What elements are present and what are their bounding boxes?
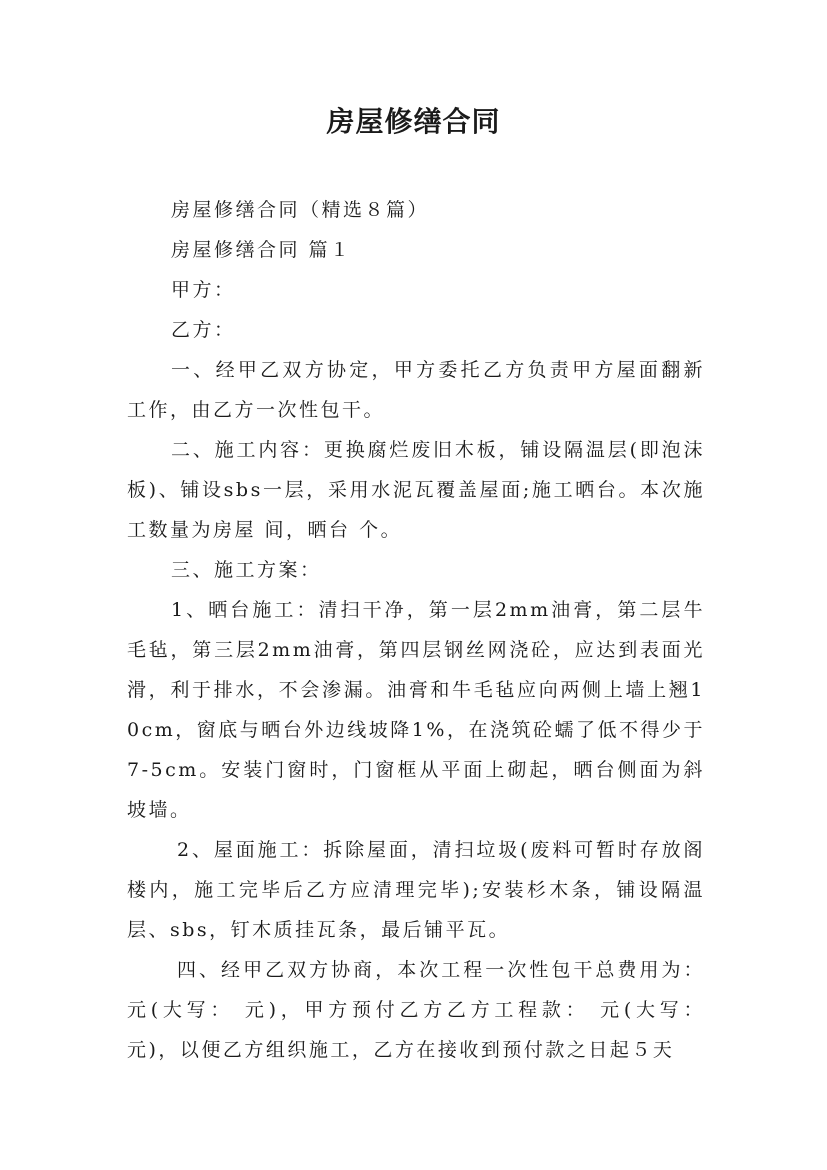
paragraph-clause-3-item-1: 1、晒台施工：清扫干净，第一层2mm油膏，第二层牛毛毡，第三层2mm油膏，第四层钢丝网浇砼，应达到表面光滑，利于排水，不会渗漏。油膏和牛毛毡应向两侧上墙上翘10cm，窗底与晒台外边线坡降1%，在浇筑砼蠕了低不得少于7-5cm。安装门窗时，门窗框从平面上砌起，晒台侧面为斜坡墙。	[127, 599, 705, 821]
document-title: 房屋修缮合同	[326, 105, 501, 138]
paragraph-party-a: 甲方：	[171, 279, 236, 301]
paragraph-party-b: 乙方：	[171, 319, 236, 341]
document-body	[127, 190, 705, 1070]
paragraph-clause-4: 四、经甲乙双方协商，本次工程一次性包干总费用为： 元(大写： 元)，甲方预付乙方乙方工程款： 元(大写： 元)，以便乙方组织施工，乙方在接收到预付款之日起５天	[127, 959, 705, 1061]
paragraph-clause-1: 一、经甲乙双方协定，甲方委托乙方负责甲方屋面翻新工作，由乙方一次性包干。	[127, 359, 705, 421]
paragraph-clause-2: 二、施工内容：更换腐烂废旧木板，铺设隔温层(即泡沫板)、铺设sbs一层，采用水泥瓦覆盖屋面;施工晒台。本次施工数量为房屋 间，晒台 个。	[127, 439, 705, 541]
paragraph-clause-3: 三、施工方案：	[171, 559, 322, 581]
paragraph-subtitle: 房屋修缮合同（精选８篇）	[171, 199, 430, 221]
paragraph-section-heading: 房屋修缮合同 篇１	[171, 239, 352, 261]
paragraph-clause-3-item-2: 2、屋面施工：拆除屋面，清扫垃圾(废料可暂时存放阁楼内，施工完毕后乙方应清理完毕);安装杉木条，铺设隔温层、sbs，钉木质挂瓦条，最后铺平瓦。	[127, 839, 705, 941]
